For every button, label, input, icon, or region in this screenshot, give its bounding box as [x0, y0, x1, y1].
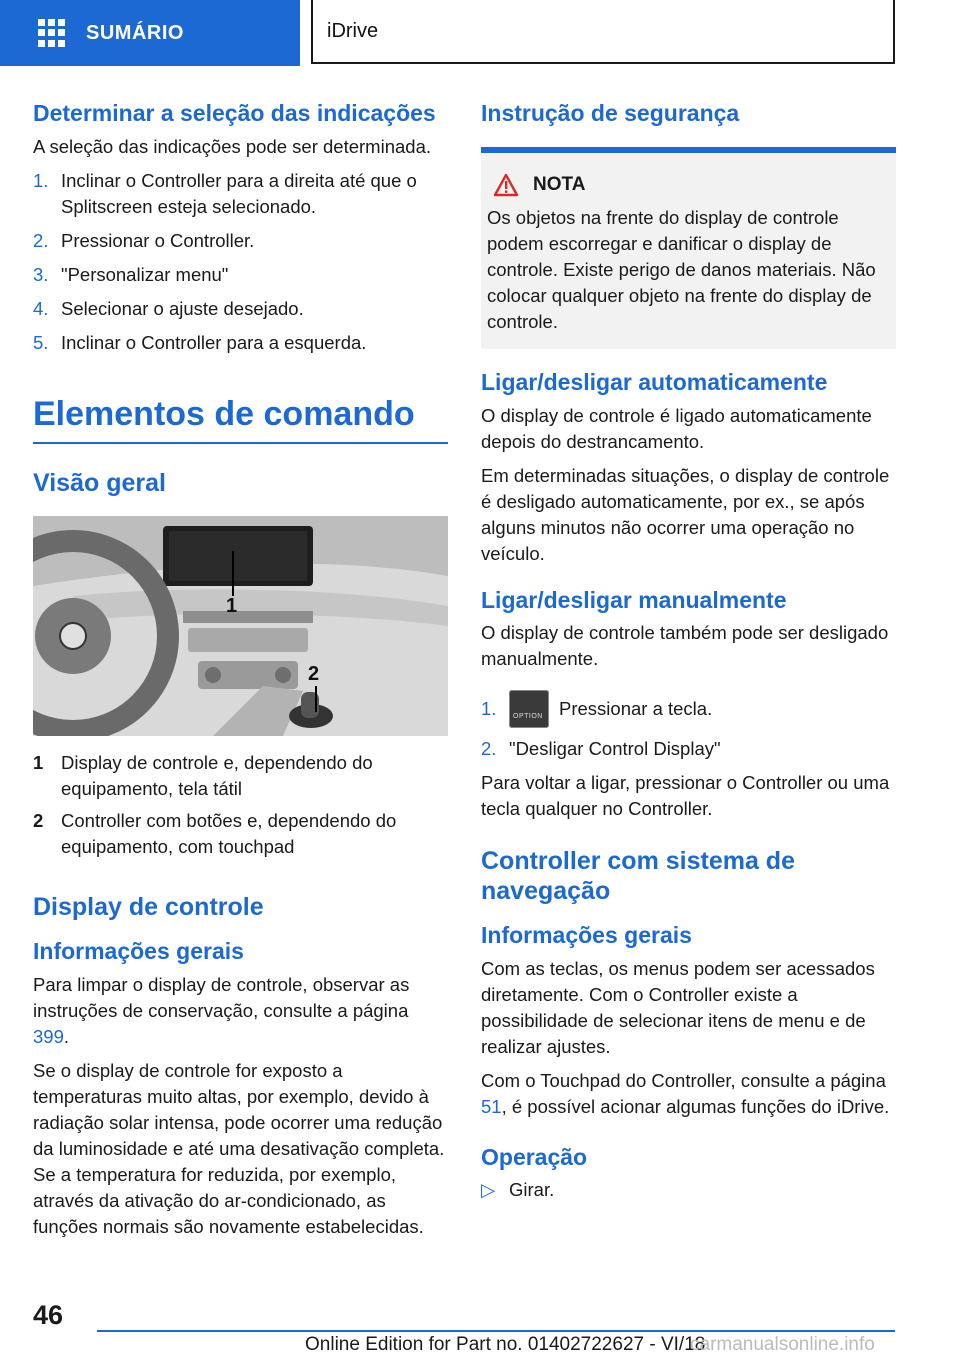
- edition-text: Online Edition for Part no. 01402722627 - VI/18: [305, 1334, 706, 1355]
- step-item: 3. "Personalizar menu": [33, 263, 229, 285]
- note-text: Os objetos na frente do display de controle podem escorregar e danificar o display de controle. Existe perigo de danos materiais. Não colocar qualquer objeto na frente do display de controle.: [487, 207, 876, 332]
- note-box: [481, 147, 896, 349]
- cockpit-illustration: [33, 516, 448, 736]
- page-link-399[interactable]: 399: [33, 1025, 64, 1047]
- manual-heading: Ligar/desligar manualmente: [481, 586, 787, 613]
- manual-paragraph-2: Para voltar a ligar, pressionar o Controller ou uma tecla qualquer no Controller.: [481, 772, 890, 820]
- general-paragraph-1: Para limpar o display de controle, observar as instruções de conservação, consulte a página 399.: [33, 973, 410, 1047]
- step-item: 1. OPTION Pressionar a tecla.: [481, 690, 896, 728]
- option-key-icon: OPTION: [509, 690, 549, 728]
- toc-nav-label: SUMÁRIO: [86, 21, 184, 44]
- auto-paragraph-1: O display de controle é ligado automaticamente depois do destrancamento.: [481, 404, 872, 452]
- legend-item: 1 Display de controle e, dependendo do equipamento, tela tátil: [33, 752, 373, 800]
- auto-paragraph-2: Em determinadas situações, o display de controle é desligado automaticamente, por ex., se após alguns minutos não ocorrer uma operação no veículo.: [481, 464, 890, 564]
- operation-list: [481, 1177, 896, 1203]
- section-title: iDrive: [327, 20, 379, 42]
- warning-triangle-icon: [493, 173, 519, 197]
- selection-intro: A seleção das indicações pode ser determinada.: [33, 135, 432, 157]
- nav-heading: Controller com sistema de navegação: [481, 847, 795, 906]
- step-item: 2. Pressionar o Controller.: [33, 229, 255, 251]
- selection-steps: [33, 168, 448, 356]
- operation-heading: Operação: [481, 1143, 588, 1170]
- auto-heading: Ligar/desligar automaticamente: [481, 369, 828, 395]
- step-item: 2. "Desligar Control Display": [481, 738, 721, 760]
- general-paragraph-2: Se o display de controle for exposto a temperaturas muito altas, por exemplo, devido à radiação solar intensa, pode ocorrer uma redução da luminosidade e até uma desativação completa. Se a temperatura for reduzida, por exemplo, através da ativação do ar-condicionado, as funções normais são novamente estabelecidas.: [33, 1059, 445, 1237]
- nav-paragraph-1: Com as teclas, os menus podem ser acessados diretamente. Com o Controller existe a possibilidade de selecionar itens de menu e de realizar ajustes.: [481, 957, 875, 1057]
- safety-heading: Instrução de segurança: [481, 100, 740, 126]
- callout-2: 2: [308, 663, 320, 686]
- watermark-text: carmanualsonline.info: [690, 1334, 875, 1355]
- step-item: 4. Selecionar o ajuste desejado.: [33, 297, 304, 319]
- page-link-51[interactable]: 51: [481, 1095, 502, 1117]
- page-number: 46: [33, 1300, 64, 1330]
- nav-paragraph-2: Com o Touchpad do Controller, consulte a página 51, é possível acionar algumas funções do iDrive.: [481, 1069, 890, 1117]
- elements-heading: Elementos de comando: [33, 394, 448, 445]
- callout-1: 1: [226, 595, 238, 618]
- general-info-heading: Informações gerais: [33, 938, 244, 965]
- display-heading: Display de controle: [33, 893, 264, 922]
- section-title-box: [311, 0, 895, 64]
- grid-menu-icon: [38, 19, 66, 47]
- operation-item: ▷ Girar.: [481, 1177, 896, 1203]
- toc-nav-button[interactable]: [0, 0, 300, 66]
- footer-divider: [97, 1330, 895, 1332]
- step-item: 1. Inclinar o Controller para a direita até que o Splitscreen esteja selecionado.: [33, 169, 417, 217]
- legend-item: 2 Controller com botões e, dependendo do equipamento, com touchpad: [33, 810, 397, 858]
- triangle-bullet-icon: ▷: [481, 1179, 496, 1201]
- overview-heading: Visão geral: [33, 469, 166, 498]
- right-column: [481, 100, 896, 1211]
- note-title: NOTA: [493, 173, 890, 197]
- manual-paragraph-1: O display de controle também pode ser desligado manualmente.: [481, 622, 889, 670]
- manual-steps: [481, 690, 896, 762]
- step-item: 5. Inclinar o Controller para a esquerda.: [33, 331, 367, 353]
- illustration-legend: [33, 750, 448, 860]
- nav-general-heading: Informações gerais: [481, 922, 692, 949]
- selection-heading: Determinar a seleção das indicações: [33, 100, 436, 126]
- left-column: [33, 100, 448, 1248]
